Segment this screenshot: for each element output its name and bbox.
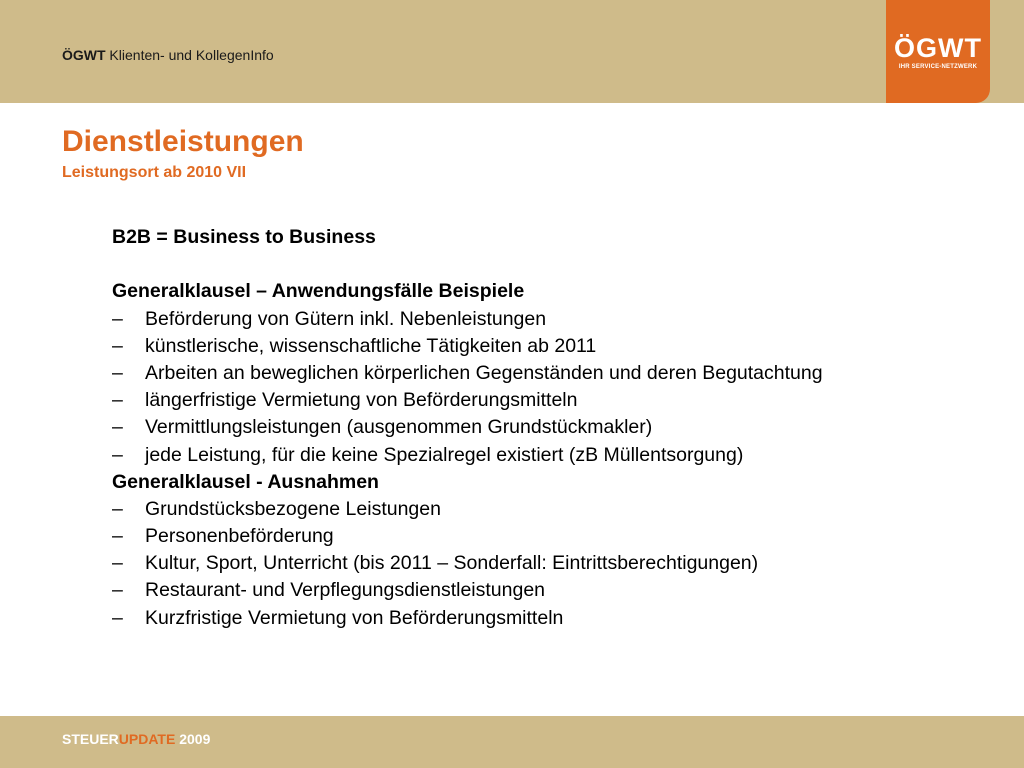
- list-item: – Arbeiten an beweglichen körperlichen Gegenständen und deren Begutachtung: [112, 360, 992, 387]
- section-heading-examples: Generalklausel – Anwendungsfälle Beispiele: [112, 280, 525, 303]
- list-item: – Personenbeförderung: [112, 523, 992, 550]
- list-item: – jede Leistung, für die keine Spezialregel existiert (zB Müllentsorgung): [112, 442, 992, 469]
- list-item: – Kurzfristige Vermietung von Beförderungsmitteln: [112, 605, 992, 632]
- section-heading-exceptions: Generalklausel - Ausnahmen: [112, 470, 379, 493]
- logo-wordmark: ÖGWT: [894, 33, 982, 63]
- oegwt-logo: [886, 0, 990, 103]
- bullet-dash: –: [112, 361, 123, 384]
- slide-subtitle: Leistungsort ab 2010 VII: [62, 164, 247, 181]
- header-title-text: Klienten- und KollegenInfo: [105, 47, 274, 63]
- bullet-dash: –: [112, 443, 123, 466]
- slide-title: Dienstleistungen: [62, 125, 304, 158]
- bullet-dash: –: [112, 579, 123, 602]
- list-item: – Restaurant- und Verpflegungsdienstleistungen: [112, 577, 992, 604]
- bullet-dash: –: [112, 606, 123, 629]
- bullet-dash: –: [112, 334, 123, 357]
- logo-tagline: IHR SERVICE-NETZWERK: [898, 64, 978, 70]
- bullet-dash: –: [112, 416, 123, 439]
- spacer: [112, 251, 992, 278]
- footer-steuer: STEUER: [62, 731, 119, 747]
- list-item: – Grundstücksbezogene Leistungen: [112, 496, 992, 523]
- bullet-dash: –: [112, 389, 123, 412]
- slide-content: [112, 224, 992, 632]
- list-item: – Kultur, Sport, Unterricht (bis 2011 – Sonderfall: Eintrittsberechtigungen): [112, 550, 992, 577]
- header-brand: ÖGWT: [62, 47, 106, 63]
- header-title: [62, 46, 274, 64]
- list-item: – künstlerische, wissenschaftliche Tätigkeiten ab 2011: [112, 333, 992, 360]
- bullet-dash: –: [112, 307, 123, 330]
- examples-list: [112, 306, 992, 469]
- footer-year: 2009: [175, 731, 211, 747]
- bullet-dash: –: [112, 497, 123, 520]
- b2b-definition: B2B = Business to Business: [112, 226, 376, 248]
- exceptions-list: [112, 496, 992, 632]
- bullet-dash: –: [112, 552, 123, 575]
- footer-label: [62, 730, 210, 748]
- bullet-dash: –: [112, 525, 123, 548]
- footer-update: UPDATE: [118, 731, 176, 747]
- list-item: – Vermittlungsleistungen (ausgenommen Grundstückmakler): [112, 414, 992, 441]
- list-item: – Beförderung von Gütern inkl. Nebenleistungen: [112, 306, 992, 333]
- list-item: – längerfristige Vermietung von Beförderungsmitteln: [112, 387, 992, 414]
